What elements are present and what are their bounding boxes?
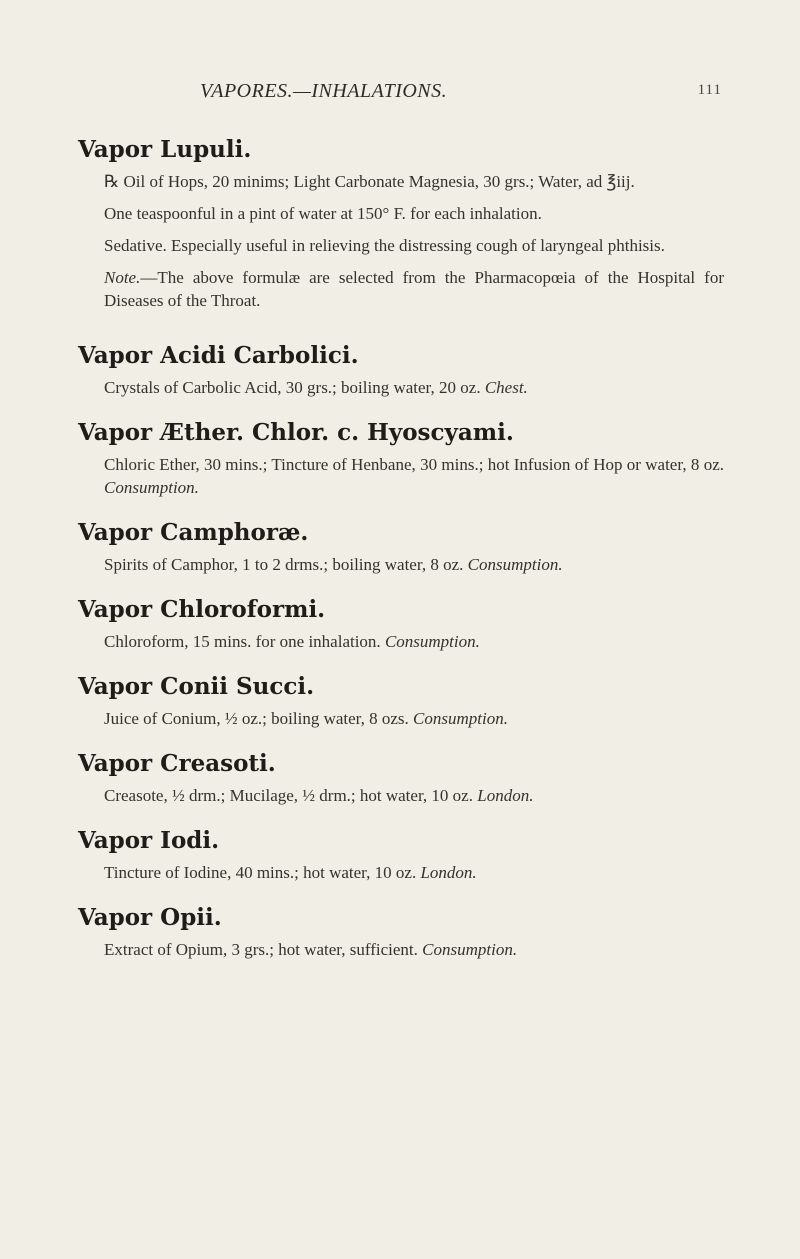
running-head (0, 80, 800, 106)
dosage-line: One teaspoonful in a pint of water at 150° F. for each inhalation. (104, 204, 542, 223)
running-title: VAPORES.—INHALATIONS. (200, 80, 448, 102)
entry-title: Vapor Camphoræ. (78, 519, 309, 546)
source-label: Chest. (484, 378, 528, 397)
source-label: London. (477, 786, 534, 805)
usage-line: Sedative. Especially useful in relieving the distressing cough of laryngeal phthisis. (104, 236, 665, 255)
entry-title: Vapor Acidi Carbolici. (78, 342, 359, 369)
entry-text (78, 376, 724, 399)
recipe-line: ℞ Oil of Hops, 20 minims; Light Carbonate Magnesia, 30 grs.; Water, ad ℥iij. (104, 172, 635, 191)
entry-title: Vapor Lupuli. (78, 136, 252, 163)
entry-vapor-conii-succi (78, 673, 724, 730)
page-content (78, 136, 724, 981)
entry-text (78, 707, 724, 730)
formula-text: Tincture of Iodine, 40 mins.; hot water, 10 oz. (104, 863, 417, 882)
entry-vapor-creasoti (78, 750, 724, 807)
formula-text: Chloroform, 15 mins. for one inhalation. (104, 632, 381, 651)
entry-text (78, 630, 724, 653)
source-label: Consumption. (384, 632, 480, 651)
entry-vapor-acidi-carbolici (78, 342, 724, 399)
entry-title: Vapor Opii. (78, 904, 222, 931)
entry-text (78, 938, 724, 961)
formula-text: Extract of Opium, 3 grs.; hot water, sufficient. (104, 940, 418, 959)
entry-text (78, 553, 724, 576)
note-text: —The above formulæ are selected from the Pharmacopœia of the Hospital for Diseases of the Throat. (104, 268, 724, 310)
entry-vapor-aether-chlor (78, 419, 724, 499)
formula-text: Juice of Conium, ½ oz.; boiling water, 8 ozs. (104, 709, 409, 728)
source-label: London. (420, 863, 477, 882)
entry-text (78, 453, 724, 499)
formula-text: Chloric Ether, 30 mins.; Tincture of Henbane, 30 mins.; hot Infusion of Hop or water, 8 oz. (104, 455, 724, 474)
entry-title: Vapor Conii Succi. (78, 673, 315, 700)
entry-vapor-lupuli (78, 136, 724, 312)
source-label: Consumption. (413, 709, 508, 728)
entry-title: Vapor Æther. Chlor. c. Hyoscyami. (78, 419, 514, 446)
formula-text: Spirits of Camphor, 1 to 2 drms.; boiling water, 8 oz. (104, 555, 464, 574)
entry-vapor-iodi (78, 827, 724, 884)
source-label: Consumption. (467, 555, 563, 574)
entry-text (78, 861, 724, 884)
note-label: Note. (104, 268, 141, 287)
entry-title: Vapor Iodi. (78, 827, 220, 854)
note-paragraph (78, 266, 724, 312)
formula-text: Creasote, ½ drm.; Mucilage, ½ drm.; hot water, 10 oz. (104, 786, 473, 805)
formula-text: Crystals of Carbolic Acid, 30 grs.; boiling water, 20 oz. (104, 378, 481, 397)
entry-title: Vapor Chloroformi. (78, 596, 326, 623)
entry-text (78, 784, 724, 807)
entry-title: Vapor Creasoti. (78, 750, 276, 777)
source-label: Consumption. (104, 478, 199, 497)
entry-vapor-opii (78, 904, 724, 961)
page-number: 111 (697, 82, 722, 98)
source-label: Consumption. (422, 940, 518, 959)
entry-vapor-camphorae (78, 519, 724, 576)
entry-vapor-chloroformi (78, 596, 724, 653)
